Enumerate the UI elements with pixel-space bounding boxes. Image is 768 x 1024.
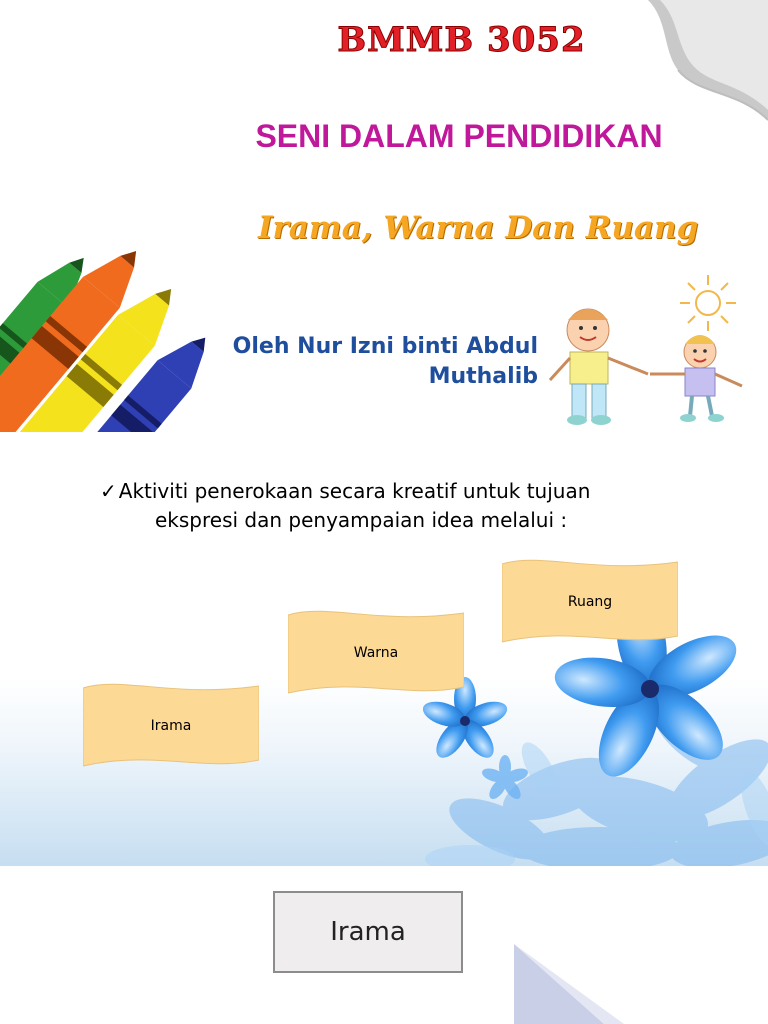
author-line-2: Muthalib [428,364,538,389]
content-slide [0,449,768,866]
banner-label: Irama [150,718,192,734]
banner-label: Warna [353,645,399,661]
children-drawing-illustration [540,270,755,430]
bullet-text-line-1: Aktiviti penerokaan secara kreatif untuk tujuan [118,479,591,503]
slide-subtitle: Irama, Warna Dan Ruang [258,210,699,246]
banner-warna [288,607,464,699]
bullet-text-line-2: ekspresi dan penyampaian idea melalui : [155,508,568,532]
author-line-1: Oleh Nur Izni binti Abdul [232,334,538,359]
banner-irama [83,680,259,772]
banner-ruang [502,556,678,648]
author-name [232,332,538,392]
title-slide [0,0,768,432]
section-slide [0,868,768,1024]
crayons-illustration [0,160,230,432]
slide-title: SENI DALAM PENDIDIKAN [255,118,663,154]
bullet-point [100,477,720,535]
course-code-heading: BMMB 3052 [337,20,586,60]
section-title-box: Irama [273,891,463,973]
banner-label: Ruang [567,594,613,610]
corner-triangle-decoration [514,944,624,1024]
checkmark-icon: ✓ [100,479,117,503]
